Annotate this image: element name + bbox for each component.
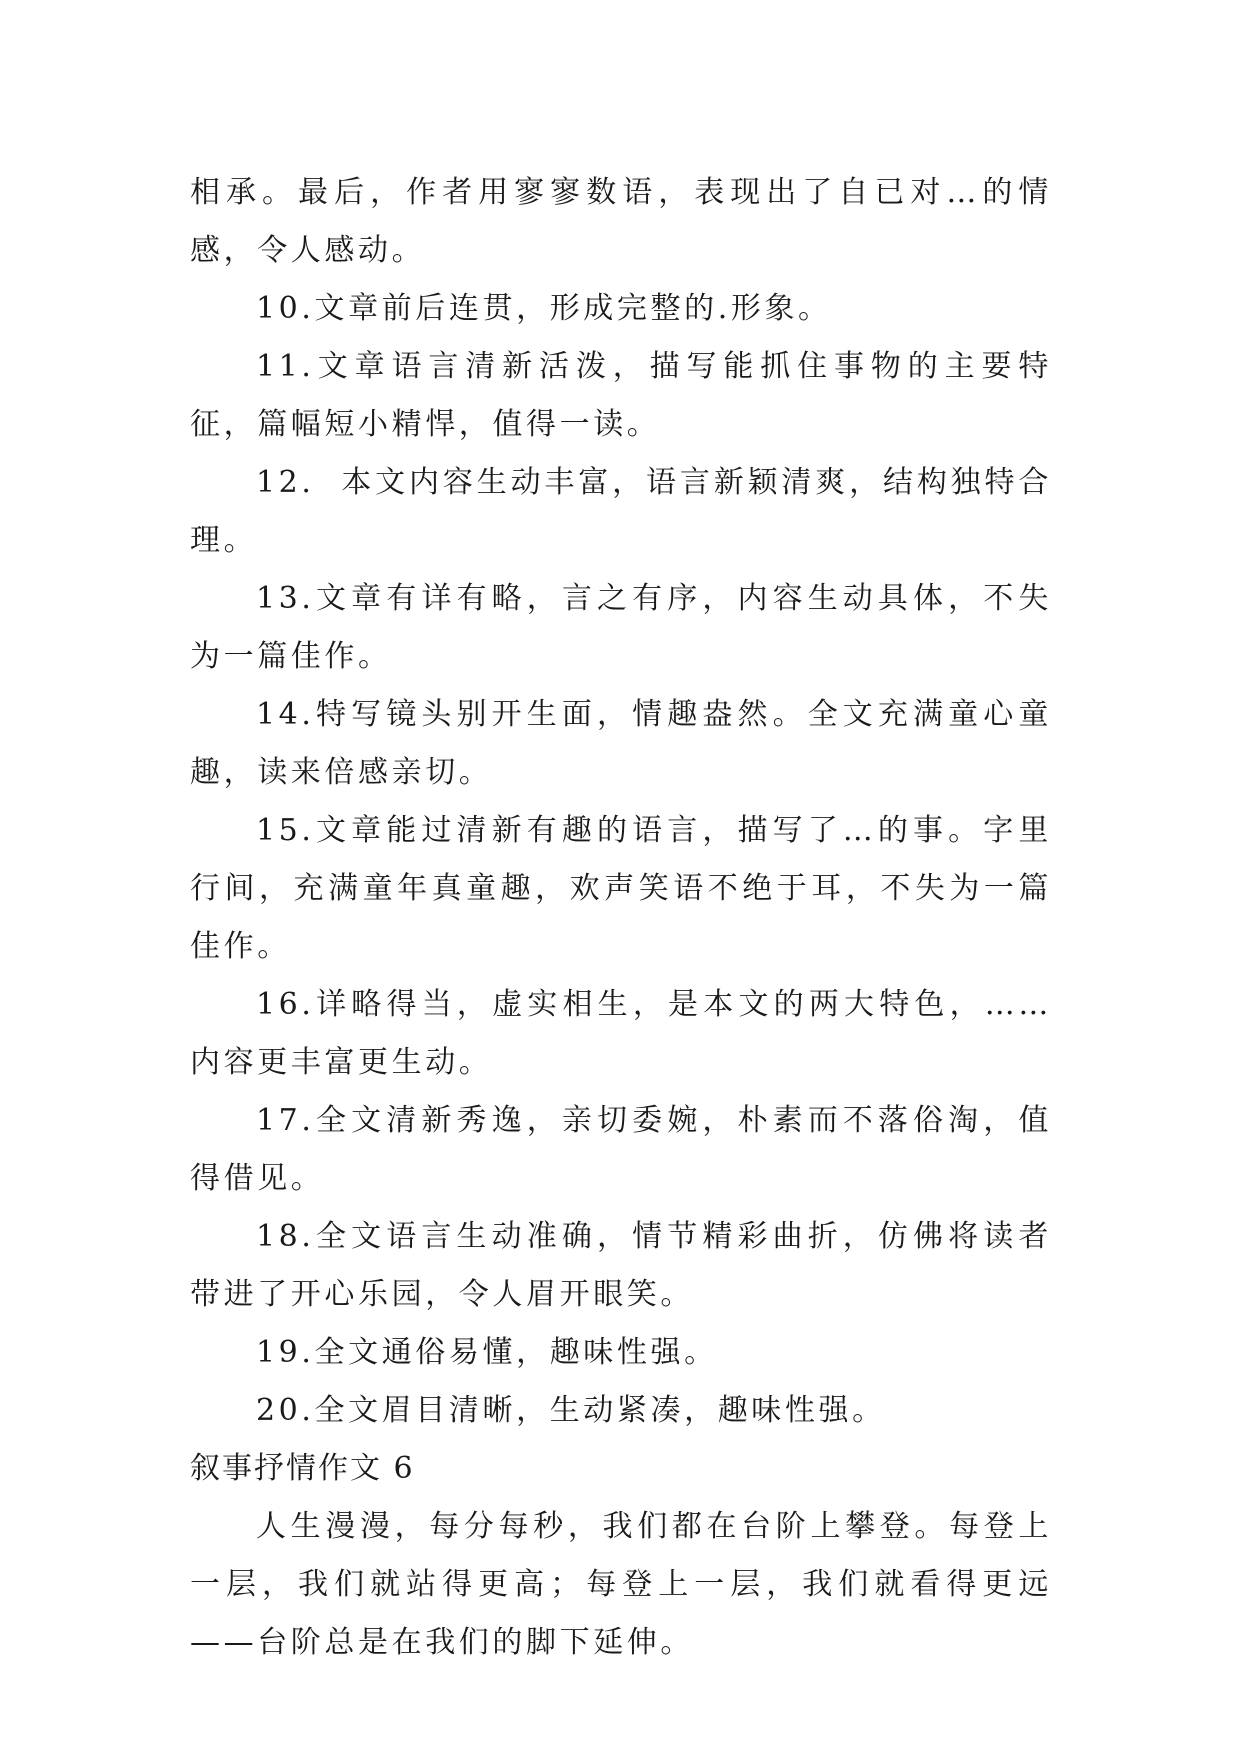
section-heading: 叙事抒情作文 6 xyxy=(190,1451,415,1486)
comment-item-15: 15.文章能过清新有趣的语言，描写了…的事。字里行间，充满童年真童趣，欢声笑语不绝于耳，不失为一篇佳作。 xyxy=(190,813,1052,964)
comment-item-12: 12. 本文内容生动丰富，语言新颖清爽，结构独特合理。 xyxy=(190,465,1052,558)
comment-item-11: 11.文章语言清新活泼，描写能抓住事物的主要特征，篇幅短小精悍，值得一读。 xyxy=(190,349,1052,442)
comment-item-10: 10.文章前后连贯，形成完整的.形象。 xyxy=(256,291,832,326)
paragraph-continuation: 相承。最后，作者用寥寥数语，表现出了自已对…的情感，令人感动。 xyxy=(190,175,1052,268)
comment-item-16: 16.详略得当，虚实相生，是本文的两大特色，……内容更丰富更生动。 xyxy=(190,987,1052,1080)
comment-item-14: 14.特写镜头别开生面，情趣盎然。全文充满童心童趣，读来倍感亲切。 xyxy=(190,697,1052,790)
comment-item-19: 19.全文通俗易懂，趣味性强。 xyxy=(256,1335,718,1370)
comment-item-18: 18.全文语言生动准确，情节精彩曲折，仿佛将读者带进了开心乐园，令人眉开眼笑。 xyxy=(190,1219,1052,1312)
document-body xyxy=(190,164,1052,1672)
section-paragraph: 人生漫漫，每分每秒，我们都在台阶上攀登。每登上一层，我们就站得更高；每登上一层，我们就看得更远——台阶总是在我们的脚下延伸。 xyxy=(190,1509,1052,1660)
comment-item-17: 17.全文清新秀逸，亲切委婉，朴素而不落俗淘，值得借见。 xyxy=(190,1103,1052,1196)
comment-item-13: 13.文章有详有略，言之有序，内容生动具体，不失为一篇佳作。 xyxy=(190,581,1052,674)
comment-item-20: 20.全文眉目清晰，生动紧凑，趣味性强。 xyxy=(256,1393,886,1428)
